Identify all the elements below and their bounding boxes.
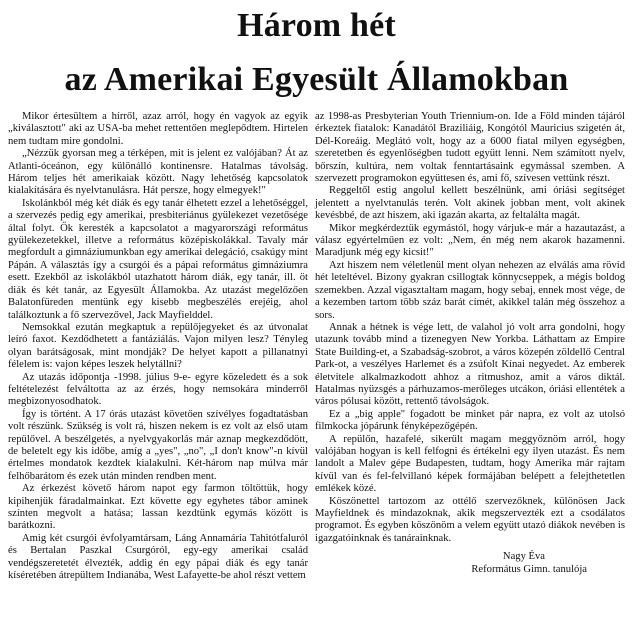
paragraph: Az utazás időpontja -1998. július 9-e- egyre közeledett és a sok feltételezést felváltotta az az érzés, hogy nemsokára minderről megbizonyosodhatok.	[8, 371, 308, 408]
article-left-column	[8, 111, 308, 582]
paragraph: „Nézzük gyorsan meg a térképen, mit is jelent ez valójában? Át az Atlanti-óceánon, egy különálló kontinensre. Hatalmas távolság. Három teljes hét amerikaiak között. Nagy lehetőség kapcsolatok kialakítására és nyelvtanulásra. Hát persze, hogy elmegyek!"	[8, 148, 308, 197]
article-title-line-2: az Amerikai Egyesült Államokban	[64, 61, 569, 98]
paragraph: Amig két csurgói évfolyamtársam, Láng Annamária Tahitótfaluról és Bertalan Paszkal Csurgóról, egy-egy amerikai család vendégszeretetét élvezték, addig én egy pápai diák és egy tanár kíséretében átrepültem Indianába, West Lafayette-be ahol részt vettem	[8, 532, 308, 582]
author-name: Nagy Éva	[502, 551, 545, 563]
paragraph: Azt hiszem nem véletlenül ment olyan nehezen az elválás ama rövid hét leteltével. Bizony gyakran csillogtak könnycseppek, a mégis boldog szemekben. Azzal vigasztaltam magam, hogy sebaj, ennek most vége, de a kezemben tartom több száz barát címét, akikkel talán még összehoz a sors.	[315, 259, 625, 321]
paragraph: Mikor megkérdeztük egymástól, hogy várjuk-e már a hazautazást, a válasz egyértelműen ez volt: „Nem, én még nem akarok hazamenni. Maradjunk még egy kicsit!"	[315, 222, 625, 259]
paragraph: Így is történt. A 17 órás utazást követően szívélyes fogadtatásban volt részünk. Szükség is volt rá, hiszen nekem is ez volt az első utam repülővel. A beszélgetés, a nyelvgyakorlás már aznap megkezdődött, de beletelt egy kis időbe, amíg a „yes", „no", „I don't know"-n kívül értelmes mondatok kezdtek kialakulni. Két-három nap múlva már felhőbarátom és ezek után minden rendben ment.	[8, 408, 308, 482]
article-title-line-1: Három hét	[237, 7, 396, 44]
paragraph: A repülőn, hazafelé, sikerült magam meggyőznöm arról, hogy valójában hogyan is kell felfogni és értékelni egy ilyen utazást. És nem landolt a Malev gépe Budapesten, tudtam, hogy Amerika már rajtam kívül van és fel-felvillanó képek formájában belépett a felejthetetlen emlékek közé.	[315, 433, 625, 495]
paragraph: Az érkezést követő három napot egy farmon töltöttük, hogy kipihenjük fáradalmainkat. Ezt követte egy egyhetes tábor aminek színten megvolt a hatása; lassan kezdtünk egymás között is barátkozni.	[8, 483, 308, 532]
paragraph: az 1998-as Presbyterian Youth Triennium-on. Ide a Föld minden tájáról érkeztek fiatalok: Kanadától Braziliáig, Kongótól Mauricius szigetén át, Dél-Koreáig. Meglátó volt, hogy az a 6000 fiatal milyen egységben, szeretetben és egyenlőségben tudott együtt lenni. Nem számított nyelv, bőrszín, kultúra, nem voltak fenntartásaink egymással szemben. A szervezett programokon együttesen és, ami fő, szívesen vettünk részt.	[315, 111, 625, 185]
paragraph: Nemsokkal ezután megkaptuk a repülőjegyeket és az útvonalat leíró faxot. Kezdődhetett a fantáziálás. Vajon milyen lesz? Tényleg olyan barátságosak, mint mondják? De helyet kapott a pillanatnyi félelem is: vajon képes leszek helytállni?	[8, 321, 308, 371]
author-affiliation: Református Gimn. tanulója	[471, 563, 587, 575]
paragraph: Mikor értesültem a hírről, azaz arról, hogy én vagyok az egyik „kiválasztott" aki az USA-ba mehet rettentően meglepődtem. Hirtelen nem tudtam mire gondolni.	[8, 111, 308, 147]
paragraph: Ez a „big apple" fogadott be minket pár napra, ez volt az utolsó filmkocka jópárunk fényképezőgépén.	[315, 408, 625, 433]
paragraph: Iskolánkból még két diák és egy tanár élhetett ezzel a lehetőséggel, a szervezés pedig egy amerikai, presbiteriánus gyülekezet vezetősége által folyt. Ők keresték a kapcsolatot a magyarországi református gyülekezetekkel, illetve a református középiskolákkal. Tavaly már megfordult a gimnáziumunkban egy amerikai delegáció, csakúgy mint Pápán. A választás így a csurgói és a pápai református gimnáziumra esett. Ezekből az iskolákból utazhatott három diák, egy tanár, ill. öt diák és két tanár, az Egyesült Államokba. Az utazást megelőzően Balatonfüreden mentünk egy kisebb megbeszélés erejéig, ahol találkoztunk a fő szervezővel, Jack Mayfielddel.	[8, 197, 308, 321]
paragraph: Köszönettel tartozom az ottélő szervezőknek, különösen Jack Mayfieldnek és mindazoknak, akik megszervezték ezt a csodálatos programot. És egyben köszönöm a velem együtt utazó diákok nevében is igazgatóinknak és tanárainknak.	[315, 495, 625, 544]
article-right-column	[315, 111, 625, 576]
paragraph: Annak a hétnek is vége lett, de valahol jó volt arra gondolni, hogy utazunk tovább mind a tizenegyen New Yorkba. Láthattam az Empire State Building-et, a Szabadság-szobrot, a város közepén zöldellő Central Park-ot, a veszélyes Harlemet és a zsúfolt Kínai negyedet. Az emberek életvitele alkalmazkodott ahhoz a ritmushoz, amit a város diktál. Hatalmas nyüzsgés a párhuzamos-merőleges utcákon, óriási ellentétek a város pólusai között, rettentő távolságok.	[315, 321, 625, 408]
paragraph: Reggeltől estig angolul kellett beszélnünk, ami óriási segítséget jelentett a nyelvtanulás terén. Volt akinek jobban ment, volt akinek kevésbbé, de azt hiszem, aki igazán akarta, az feltalálta magát.	[315, 185, 625, 222]
author-signature	[315, 551, 625, 576]
